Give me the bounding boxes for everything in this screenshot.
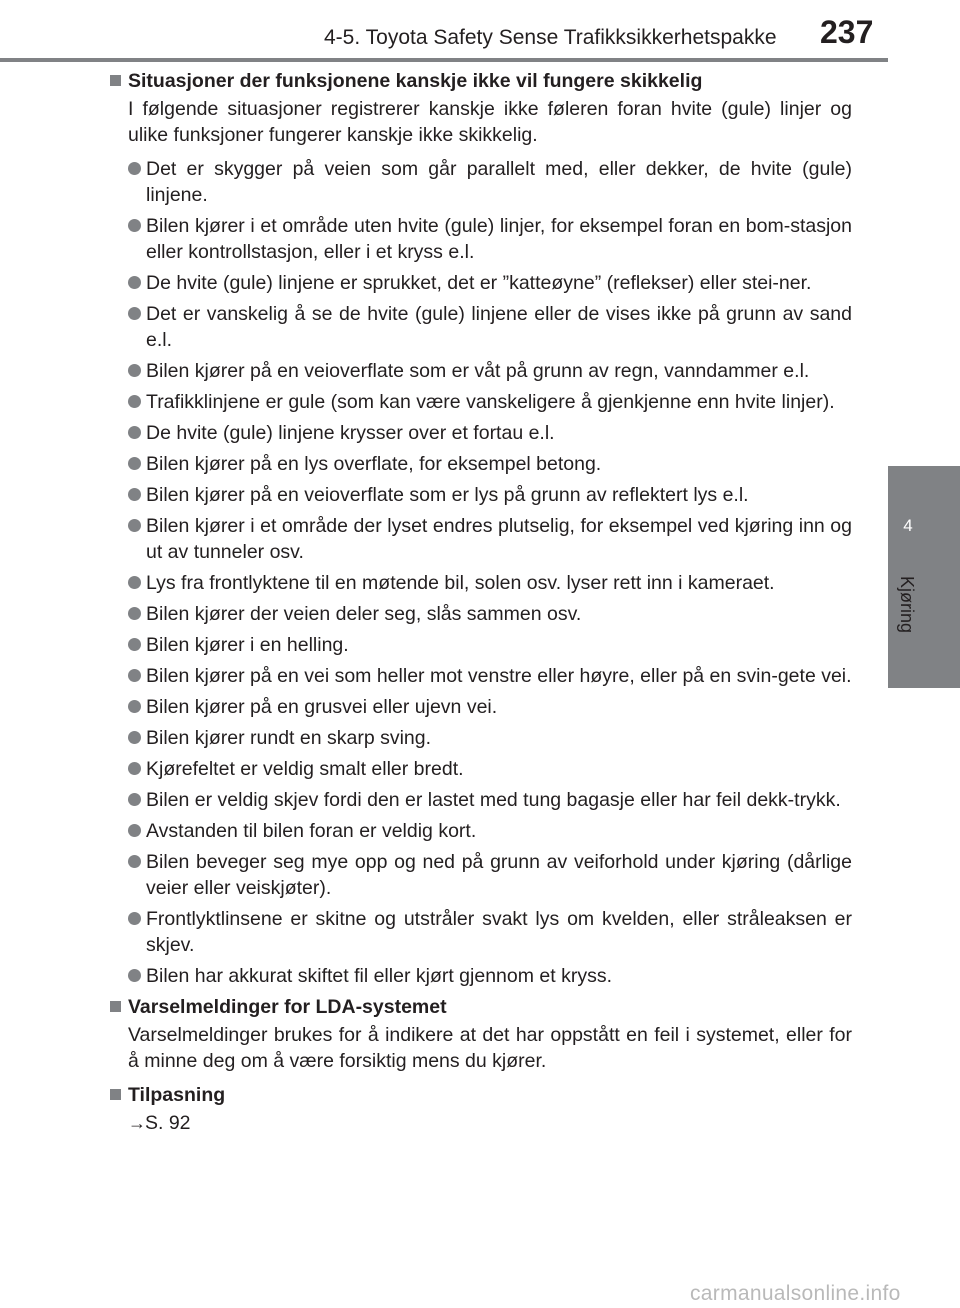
section-heading — [108, 1082, 852, 1108]
list-item — [108, 756, 852, 782]
list-item — [108, 906, 852, 958]
list-item-text: Lys fra frontlyktene til en møtende bil, solen osv. lyser rett inn i kameraet. — [146, 572, 775, 594]
chapter-label: Kjøring — [897, 576, 917, 634]
square-bullet-icon — [110, 1089, 121, 1100]
list-item-text: Det er vanskelig å se de hvite (gule) linjene eller de vises ikke på grunn av sand e.l. — [146, 303, 852, 351]
header-title: 4-5. Toyota Safety Sense Trafikksikkerhetspakke — [324, 26, 777, 49]
list-item-text: Frontlyktlinsene er skitne og utstråler svakt lys om kvelden, eller stråleaksen er skjev. — [146, 908, 852, 956]
round-bullet-icon — [128, 855, 141, 868]
list-item-text: Avstanden til bilen foran er veldig kort. — [146, 820, 477, 842]
section-heading — [108, 68, 852, 94]
section-customization — [108, 1082, 852, 1136]
list-item-text: Trafikklinjene er gule (som kan være vanskeligere å gjenkjenne enn hvite linjer). — [146, 391, 835, 413]
list-item-text: De hvite (gule) linjene er sprukket, det er ”katteøyne” (reflekser) eller stei-ner. — [146, 272, 812, 294]
list-item — [108, 663, 852, 689]
list-item-text: Bilen beveger seg mye opp og ned på grunn av veiforhold under kjøring (dårlige veier eller veiskjøter). — [146, 851, 852, 899]
section-heading-text: Situasjoner der funksjonene kanskje ikke vil fungere skikkelig — [128, 70, 703, 92]
list-item — [108, 849, 852, 901]
round-bullet-icon — [128, 276, 141, 289]
section-heading-text: Tilpasning — [128, 1084, 226, 1106]
arrow-right-icon: → — [128, 1113, 145, 1133]
list-item-text: Bilen er veldig skjev fordi den er lastet med tung bagasje eller har feil dekk-trykk. — [146, 789, 841, 811]
round-bullet-icon — [128, 969, 141, 982]
list-item — [108, 213, 852, 265]
list-item-text: Bilen har akkurat skiftet fil eller kjørt gjennom et kryss. — [146, 965, 612, 987]
round-bullet-icon — [128, 519, 141, 532]
chapter-number: 4 — [903, 516, 913, 535]
list-item — [108, 389, 852, 415]
list-item — [108, 482, 852, 508]
list-item-text: De hvite (gule) linjene krysser over et fortau e.l. — [146, 422, 555, 444]
list-item-text: Bilen kjører på en veioverflate som er våt på grunn av regn, vanndammer e.l. — [146, 360, 810, 382]
round-bullet-icon — [128, 669, 141, 682]
round-bullet-icon — [128, 395, 141, 408]
list-item-text: Bilen kjører i et område uten hvite (gule) linjer, for eksempel foran en bom-stasjon eller kontrollstasjon, eller i et kryss e.l. — [146, 215, 852, 263]
list-item — [108, 963, 852, 989]
list-item-text: Bilen kjører i en helling. — [146, 634, 349, 656]
list-item-text: Bilen kjører rundt en skarp sving. — [146, 727, 432, 749]
list-item — [108, 301, 852, 353]
section-limitations — [108, 68, 852, 989]
round-bullet-icon — [128, 426, 141, 439]
round-bullet-icon — [128, 607, 141, 620]
page-reference-text: S. 92 — [145, 1112, 191, 1134]
list-item — [108, 787, 852, 813]
list-item — [108, 420, 852, 446]
list-item-text: Kjørefeltet er veldig smalt eller bredt. — [146, 758, 464, 780]
list-item-text: Det er skygger på veien som går parallelt med, eller dekker, de hvite (gule) linjene. — [146, 158, 852, 206]
section-heading-text: Varselmeldinger for LDA-systemet — [128, 996, 447, 1018]
list-item — [108, 358, 852, 384]
round-bullet-icon — [128, 700, 141, 713]
list-item — [108, 270, 852, 296]
list-item-text: Bilen kjører på en grusvei eller ujevn vei. — [146, 696, 498, 718]
round-bullet-icon — [128, 762, 141, 775]
round-bullet-icon — [128, 912, 141, 925]
page-content — [108, 68, 852, 1141]
list-item — [108, 156, 852, 208]
list-item-text: Bilen kjører på en vei som heller mot venstre eller høyre, eller på en svin-gete vei. — [146, 665, 852, 687]
round-bullet-icon — [128, 638, 141, 651]
round-bullet-icon — [128, 307, 141, 320]
list-item-text: Bilen kjører der veien deler seg, slås sammen osv. — [146, 603, 582, 625]
square-bullet-icon — [110, 1001, 121, 1012]
square-bullet-icon — [110, 75, 121, 86]
list-item — [108, 513, 852, 565]
round-bullet-icon — [128, 488, 141, 501]
list-item-text: Bilen kjører på en lys overflate, for eksempel betong. — [146, 453, 602, 475]
page-reference-link[interactable] — [108, 1110, 852, 1136]
section-heading — [108, 994, 852, 1020]
header-rule — [0, 58, 888, 62]
list-item-text: Bilen kjører på en veioverflate som er lys på grunn av reflektert lys e.l. — [146, 484, 749, 506]
section-text: Varselmeldinger brukes for å indikere at det har oppstått en feil i systemet, eller for å minne deg om å være forsiktig mens du kjører. — [128, 1024, 852, 1072]
list-item — [108, 694, 852, 720]
round-bullet-icon — [128, 824, 141, 837]
round-bullet-icon — [128, 364, 141, 377]
round-bullet-icon — [128, 576, 141, 589]
round-bullet-icon — [128, 162, 141, 175]
round-bullet-icon — [128, 219, 141, 232]
round-bullet-icon — [128, 457, 141, 470]
chapter-side-tab — [888, 466, 960, 688]
list-item — [108, 601, 852, 627]
page-number: 237 — [820, 14, 874, 50]
list-item — [108, 570, 852, 596]
watermark: carmanualsonline.info — [690, 1282, 901, 1305]
list-item — [108, 818, 852, 844]
bullet-list — [108, 156, 852, 989]
list-item — [108, 632, 852, 658]
list-item — [108, 451, 852, 477]
list-item-text: Bilen kjører i et område der lyset endres plutselig, for eksempel ved kjøring inn og ut av tunneler osv. — [146, 515, 852, 563]
section-warnings — [108, 994, 852, 1074]
round-bullet-icon — [128, 731, 141, 744]
section-intro: I følgende situasjoner registrerer kanskje ikke føleren foran hvite (gule) linjer og ulike funksjoner fungerer kanskje ikke skikkelig. — [128, 98, 852, 146]
round-bullet-icon — [128, 793, 141, 806]
list-item — [108, 725, 852, 751]
